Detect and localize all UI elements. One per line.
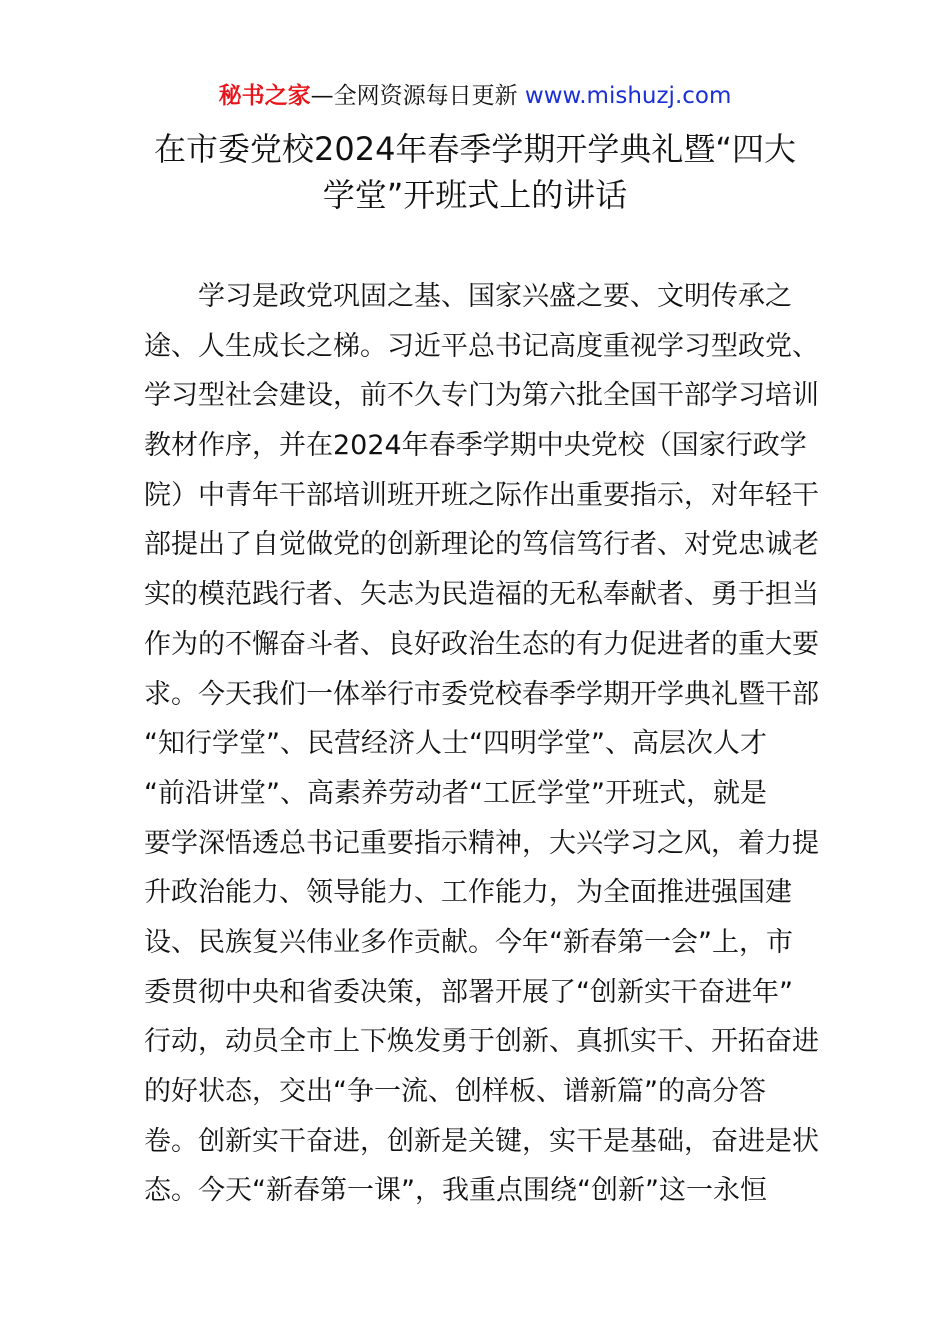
body-line: 委贯彻中央和省委决策，部署开展了“创新实干奋进年” (144, 976, 793, 1008)
title-line-2: 学堂”开班式上的讲话 (322, 176, 628, 214)
title-line-1: 在市委党校2024年春季学期开学典礼暨“四大 (153, 130, 797, 168)
header-tagline: —全网资源每日更新 (310, 83, 518, 109)
body-line: 求。今天我们一体举行市委党校春季学期开学典礼暨干部 (144, 678, 819, 710)
body-line: “前沿讲堂”、高素养劳动者“工匠学堂”开班式，就是 (144, 777, 767, 809)
body-line: 的好状态，交出“争一流、创样板、谱新篇”的高分答 (144, 1076, 766, 1107)
document-body (144, 272, 819, 1216)
body-line: 教材作序，并在2024年春季学期中央党校（国家行政学 (144, 430, 807, 462)
body-line: 行动，动员全市上下焕发勇于创新、真抓实干、开拓奋进 (144, 1026, 819, 1058)
body-line: 要学深悟透总书记重要指示精神，大兴学习之风，着力提 (144, 827, 819, 859)
body-line: 卷。创新实干奋进，创新是关键，实干是基础，奋进是状 (144, 1125, 819, 1157)
body-line: 设、民族复兴伟业多作贡献。今年“新春第一会”上，市 (144, 926, 793, 958)
document-title (140, 126, 810, 218)
body-line: 升政治能力、领导能力、工作能力，为全面推进强国建 (144, 877, 792, 909)
site-header (0, 80, 950, 112)
site-url-link[interactable]: www.mishuzj.com (524, 83, 732, 109)
brand-name: 秘书之家 (218, 83, 311, 109)
body-line: 学习型社会建设，前不久专门为第六批全国干部学习培训 (144, 380, 819, 412)
body-line: 途、人生成长之梯。习近平总书记高度重视学习型政党、 (144, 330, 819, 362)
body-line: 实的模范践行者、矢志为民造福的无私奉献者、勇于担当 (144, 579, 819, 611)
body-line: “知行学堂”、民营经济人士“四明学堂”、高层次人才 (144, 728, 767, 760)
body-line: 态。今天“新春第一课”，我重点围绕“创新”这一永恒 (144, 1175, 767, 1207)
body-line: 学习是政党巩固之基、国家兴盛之要、文明传承之 (144, 281, 792, 312)
body-line: 作为的不懈奋斗者、良好政治生态的有力促进者的重大要 (144, 628, 819, 660)
body-line: 部提出了自觉做党的创新理论的笃信笃行者、对党忠诚老 (144, 529, 819, 561)
body-line: 院）中青年干部培训班开班之际作出重要指示，对年轻干 (144, 479, 819, 511)
